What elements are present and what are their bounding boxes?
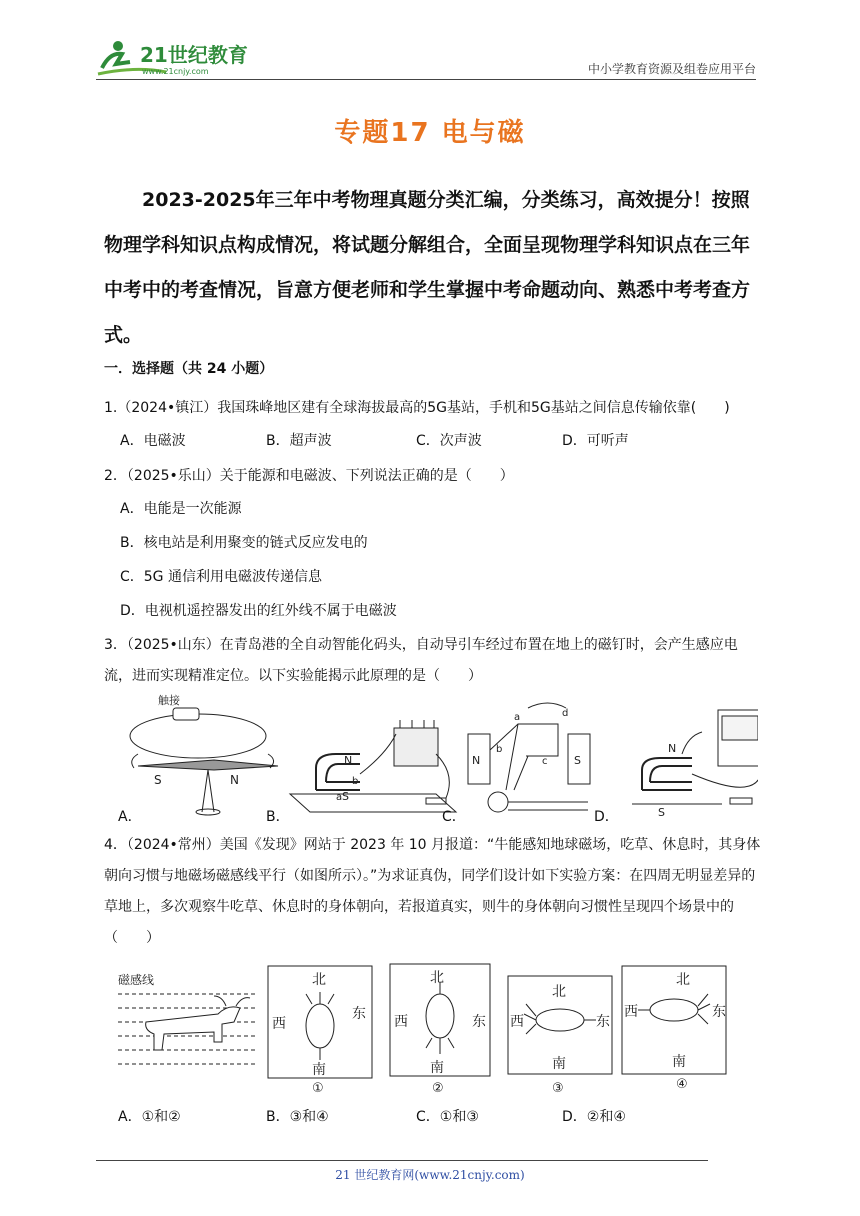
fig-b-n: N bbox=[344, 754, 353, 767]
q4-cow-figure bbox=[118, 972, 258, 1064]
question-2-stem: 2．（2025•乐山）关于能源和电磁波、下列说法正确的是（ ） bbox=[104, 468, 514, 484]
question-4-stem: 4．（2024•常州）美国《发现》网站于 2023 年 10 月报道：“牛能感知地球磁场，吃草、休息时，其身体朝向习惯与地磁场磁感线平行（如图所示）。”为求证真伪，同学们设计如下实验方案：在四周无明显差异的草地上，多次观察牛吃草、休息时的身体朝向，若报道真实，则牛的身体朝向习惯性呈现四个场景中的（ ） bbox=[104, 837, 761, 946]
logo-text: 21世纪教育 bbox=[140, 43, 248, 67]
fig-c-c: c bbox=[542, 756, 548, 767]
q3-figure-a bbox=[130, 694, 278, 815]
fig-a-n: N bbox=[230, 773, 239, 787]
svg-text:北: 北 bbox=[676, 972, 690, 988]
header-divider bbox=[96, 79, 756, 80]
q3-option-d: D． bbox=[594, 809, 619, 825]
q1-option-d: D．可听声 bbox=[562, 433, 629, 449]
svg-text:西: 西 bbox=[272, 1016, 286, 1032]
fig-b-b: b bbox=[352, 776, 359, 787]
q2-option-c: C．5G 通信利用电磁波传递信息 bbox=[120, 569, 322, 585]
svg-text:南: 南 bbox=[552, 1056, 566, 1072]
svg-text:东: 东 bbox=[712, 1004, 726, 1020]
svg-text:东: 东 bbox=[352, 1006, 366, 1022]
fig-d-n: N bbox=[668, 742, 677, 755]
q4-panel-2 bbox=[390, 964, 490, 1076]
q3-figure-c bbox=[468, 703, 590, 812]
svg-text:东: 东 bbox=[596, 1014, 610, 1030]
logo-url: www.21cnjy.com bbox=[142, 67, 209, 76]
panel-mark-1: ① bbox=[312, 1081, 324, 1094]
page-title: 专题17 电与磁 bbox=[334, 118, 526, 148]
q3-figure-d bbox=[632, 710, 758, 819]
q1-option-c: C．次声波 bbox=[416, 433, 482, 449]
panel-mark-4: ④ bbox=[676, 1077, 688, 1092]
section-heading: 一．选择题（共 24 小题） bbox=[104, 361, 274, 377]
fig-c-s: S bbox=[574, 754, 581, 767]
svg-text:北: 北 bbox=[312, 972, 326, 988]
q4-panel-1 bbox=[268, 966, 372, 1078]
q4-option-c: C．①和③ bbox=[416, 1109, 479, 1125]
svg-text:南: 南 bbox=[672, 1054, 686, 1070]
q2-option-b: B．核电站是利用聚变的链式反应发电的 bbox=[120, 535, 368, 551]
svg-text:南: 南 bbox=[312, 1062, 326, 1078]
footer-divider bbox=[96, 1160, 708, 1161]
q3-figure-b bbox=[290, 720, 456, 812]
q4-option-b: B．③和④ bbox=[266, 1109, 329, 1125]
q2-option-a: A．电能是一次能源 bbox=[120, 501, 242, 517]
svg-text:东: 东 bbox=[472, 1014, 486, 1030]
q3-figures bbox=[118, 694, 758, 824]
fig-c-n: N bbox=[472, 754, 481, 767]
q2-option-d: D．电视机遥控器发出的红外线不属于电磁波 bbox=[120, 603, 397, 619]
svg-text:南: 南 bbox=[430, 1060, 444, 1076]
svg-text:西: 西 bbox=[624, 1004, 638, 1020]
q3-option-c: C． bbox=[442, 809, 466, 825]
q4-option-a: A．①和② bbox=[118, 1109, 181, 1125]
fig-b-a: a bbox=[336, 792, 343, 803]
fig-d-s: S bbox=[658, 806, 665, 819]
site-logo bbox=[96, 38, 256, 80]
footer-link[interactable]: 21 世纪教育网(www.21cnjy.com) bbox=[335, 1168, 525, 1182]
panel-mark-2: ② bbox=[432, 1081, 444, 1094]
svg-text:北: 北 bbox=[430, 970, 444, 986]
field-line-label: 磁感线 bbox=[118, 973, 155, 987]
q4-panel-4 bbox=[622, 966, 726, 1074]
fig-a-s: S bbox=[154, 773, 162, 787]
svg-text:西: 西 bbox=[510, 1014, 524, 1030]
svg-text:西: 西 bbox=[394, 1014, 408, 1030]
q3-option-a: A． bbox=[118, 809, 142, 825]
panel-mark-3: ③ bbox=[552, 1081, 564, 1094]
fig-c-a: a bbox=[514, 712, 521, 723]
question-1-stem: 1.（2024•镇江）我国珠峰地区建有全球海拔最高的5G基站，手机和5G基站之间信息传输依靠( ) bbox=[104, 400, 730, 416]
q4-figures bbox=[118, 962, 738, 1094]
fig-b-s: S bbox=[342, 790, 349, 803]
q1-option-b: B．超声波 bbox=[266, 433, 332, 449]
question-3-stem: 3．（2025•山东）在青岛港的全自动智能化码头，自动导引车经过布置在地上的磁钉时，会产生感应电流，进而实现精准定位。以下实验能揭示此原理的是（ ） bbox=[104, 637, 738, 684]
svg-text:北: 北 bbox=[552, 984, 566, 1000]
platform-name: 中小学教育资源及组卷应用平台 bbox=[587, 62, 756, 76]
fig-c-b: b bbox=[496, 744, 503, 755]
intro-paragraph: 2023-2025年三年中考物理真题分类汇编，分类练习，高效提分！按照物理学科知识点构成情况，将试题分解组合，全面呈现物理学科知识点在三年中考中的考查情况，旨意方便老师和学生掌握中考命题动向、熟悉中考考查方式。 bbox=[104, 189, 751, 346]
q3-option-b: B． bbox=[266, 809, 290, 825]
q4-panel-3 bbox=[508, 976, 612, 1074]
fig-c-d: d bbox=[562, 708, 569, 719]
q1-option-a: A．电磁波 bbox=[120, 433, 186, 449]
fig-a-label: 触接 bbox=[158, 694, 180, 707]
q4-option-d: D．②和④ bbox=[562, 1109, 626, 1125]
